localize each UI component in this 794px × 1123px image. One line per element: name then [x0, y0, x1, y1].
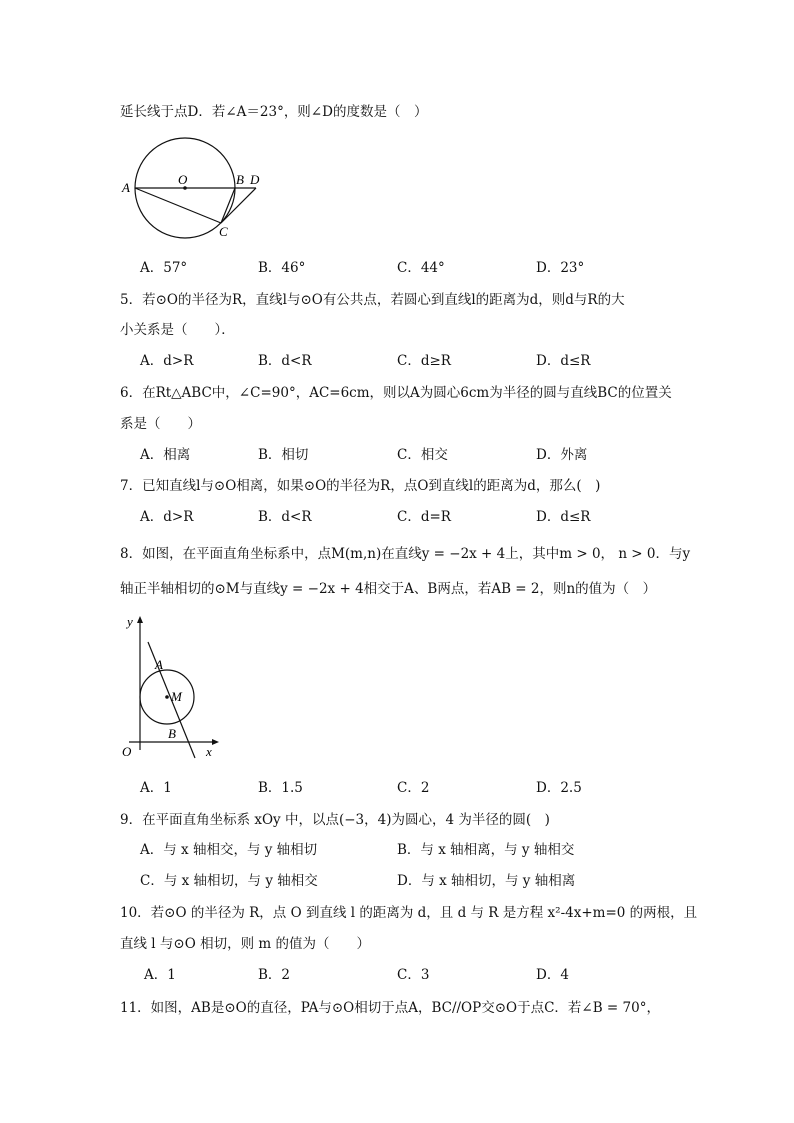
q10-option-d: D．4	[536, 967, 569, 983]
q8-line1: 8．如图，在平面直角坐标系中，点M(m,n)在直线y = −2x + 4上，其中m > 0， n > 0．与y	[120, 546, 691, 562]
q9-option-c: C．与 x 轴相切，与 y 轴相交	[140, 873, 318, 889]
q6-line1: 6．在Rt△ABC中，∠C=90°，AC=6cm，则以A为圆心6cm为半径的圆与直线BC的位置关	[120, 385, 672, 401]
q4-line-CD	[221, 188, 256, 223]
q8-option-a: A．1	[140, 780, 172, 796]
q5-line2: 小关系是（ ）．	[120, 322, 235, 338]
q10-line1: 10．若⊙O 的半径为 R，点 O 到直线 l 的距离为 d，且 d 与 R 是方程 x²-4x+m=0 的两根，且	[120, 905, 698, 921]
q5-option-a: A．d>R	[140, 353, 194, 369]
q10-option-b: B．2	[258, 967, 291, 983]
q6-option-a: A．相离	[140, 447, 191, 463]
q7-option-a: A．d>R	[140, 509, 194, 525]
q8-line2: 轴正半轴相切的⊙M与直线y = −2x + 4相交于A、B两点，若AB = 2，则n的值为（ ）	[120, 581, 657, 597]
q4-option-d: D．23°	[536, 260, 585, 276]
q4-circle-figure	[118, 130, 268, 240]
q8-label-x: x	[206, 744, 212, 759]
q4-option-a: A．57°	[140, 260, 188, 276]
q5-option-d: D．d≤R	[536, 353, 591, 369]
q4-chord-BC	[221, 188, 235, 223]
q8-center-dot	[165, 695, 169, 699]
q5-line1: 5．若⊙O的半径为R，直线l与⊙O有公共点，若圆心到直线l的距离为d，则d与R的大	[120, 292, 625, 308]
q4-option-b: B．46°	[258, 260, 306, 276]
q8-option-b: B．1.5	[258, 780, 303, 796]
q4-label-D: D	[250, 172, 260, 187]
q7-option-b: B．d<R	[258, 509, 312, 525]
q9-line1: 9．在平面直角坐标系 xOy 中，以点(−3，4)为圆心，4 为半径的圆( )	[120, 812, 550, 828]
q7-option-d: D．d≤R	[536, 509, 591, 525]
q10-option-a: A．1	[144, 967, 176, 983]
q10-line2: 直线 l 与⊙O 相切，则 m 的值为（ ）	[120, 936, 370, 952]
q9-option-b: B．与 x 轴相离，与 y 轴相交	[397, 842, 575, 858]
q5-option-b: B．d<R	[258, 353, 312, 369]
q4-option-c: C．44°	[397, 260, 445, 276]
q5-option-c: C．d≥R	[397, 353, 451, 369]
q8-label-M: M	[171, 689, 182, 704]
q7-line1: 7．已知直线l与⊙O相离，如果⊙O的半径为R，点O到直线l的距离为d，那么( )	[120, 478, 601, 494]
q8-x-arrow	[212, 739, 219, 745]
q4-chord-AC	[135, 188, 221, 223]
q4-label-A: A	[122, 180, 130, 195]
q4-label-B: B	[236, 172, 244, 187]
q6-line2: 系是（ ）	[120, 416, 201, 432]
q8-y-arrow	[137, 616, 143, 623]
q4-label-O: O	[178, 172, 188, 187]
q6-option-d: D．外离	[536, 447, 588, 463]
q8-option-c: C．2	[397, 780, 430, 796]
q8-coordinate-figure	[115, 612, 225, 762]
q4-label-C: C	[219, 224, 228, 239]
q6-option-c: C．相交	[397, 447, 448, 463]
q8-label-B: B	[168, 726, 176, 741]
q8-label-y: y	[127, 614, 133, 629]
q10-option-c: C．3	[397, 967, 430, 983]
q8-label-A: A	[155, 657, 163, 672]
q11-line1: 11．如图，AB是⊙O的直径，PA与⊙O相切于点A，BC//OP交⊙O于点C．若∠B = 70°，	[120, 1000, 660, 1016]
q8-option-d: D．2.5	[536, 780, 582, 796]
q9-option-a: A．与 x 轴相交，与 y 轴相切	[140, 842, 318, 858]
q6-option-b: B．相切	[258, 447, 309, 463]
q8-label-O: O	[122, 744, 132, 759]
q4-text: 延长线于点D．若∠A＝23°，则∠D的度数是（ ）	[120, 104, 428, 120]
q9-option-d: D．与 x 轴相切，与 y 轴相离	[397, 873, 576, 889]
q7-option-c: C．d=R	[397, 509, 451, 525]
